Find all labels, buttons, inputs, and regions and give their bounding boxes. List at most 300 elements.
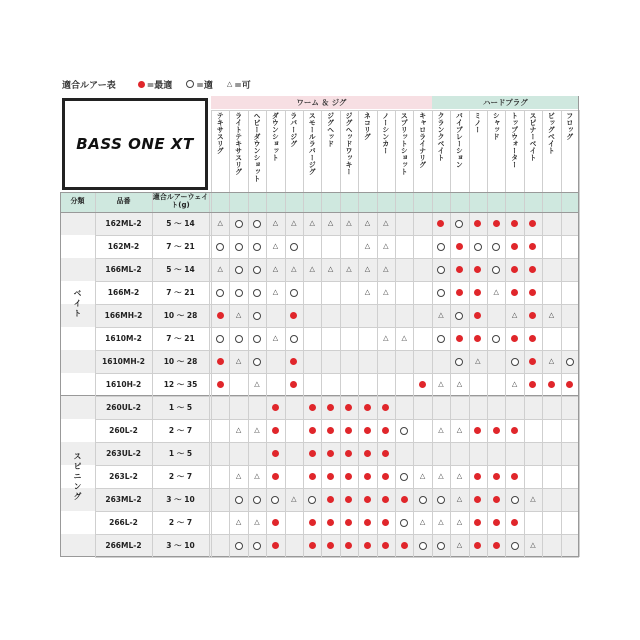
best-mark xyxy=(345,542,352,549)
suitable-mark xyxy=(400,473,408,481)
possible-triangle-icon xyxy=(229,465,247,488)
suitable-mark xyxy=(511,496,519,504)
suitable-ring-icon xyxy=(505,350,523,373)
possible-mark: △ xyxy=(383,265,389,273)
possible-mark: △ xyxy=(235,357,242,365)
best-mark xyxy=(456,266,463,273)
suitable-mark xyxy=(271,496,279,504)
possible-triangle-icon xyxy=(377,281,395,304)
suitable-ring-icon xyxy=(248,534,266,557)
suitable-mark xyxy=(235,542,243,550)
possible-triangle-icon xyxy=(248,465,266,488)
best-mark xyxy=(493,220,500,227)
suitable-ring-icon xyxy=(248,235,266,258)
suitable-mark xyxy=(216,335,224,343)
legend-suitable xyxy=(186,78,213,91)
best-mark xyxy=(327,404,334,411)
suitable-ring-icon xyxy=(413,488,431,511)
possible-triangle-icon xyxy=(248,419,266,442)
suitable-mark xyxy=(290,243,298,251)
best-mark xyxy=(327,427,334,434)
possible-triangle-icon xyxy=(229,511,247,534)
possible-mark: △ xyxy=(364,219,371,227)
model-number: 263UL-2 xyxy=(106,449,141,458)
best-dot-icon xyxy=(358,488,376,511)
possible-triangle-icon xyxy=(413,511,431,534)
suitable-mark xyxy=(253,220,261,228)
suitable-ring-icon xyxy=(186,80,194,88)
lure-name: スプリットショット xyxy=(400,112,409,175)
possible-triangle-icon: △ xyxy=(226,79,233,88)
best-dot-icon xyxy=(469,465,487,488)
best-dot-icon xyxy=(321,419,339,442)
grid-line xyxy=(469,110,470,557)
lure-compatibility-table xyxy=(60,96,579,560)
lure-weight-range: 3 ～ 10 xyxy=(166,495,195,504)
suitable-mark xyxy=(253,496,261,504)
lure-column-header xyxy=(450,110,468,190)
suitable-ring-icon xyxy=(432,258,450,281)
best-dot-icon xyxy=(138,81,145,88)
possible-mark: △ xyxy=(493,288,499,296)
possible-triangle-icon xyxy=(432,419,450,442)
suitable-ring-icon xyxy=(561,350,579,373)
lure-column-header xyxy=(505,110,523,190)
legend-possible xyxy=(227,78,251,91)
possible-triangle-icon xyxy=(248,511,266,534)
best-dot-icon xyxy=(505,419,523,442)
suitable-mark xyxy=(455,312,463,320)
lure-name: フロッグ xyxy=(565,112,574,140)
best-mark xyxy=(511,220,518,227)
best-dot-icon xyxy=(321,534,339,557)
grid-line xyxy=(340,110,341,557)
lure-name: ビッグベイト xyxy=(547,112,556,154)
best-dot-icon xyxy=(358,534,376,557)
suitable-mark xyxy=(308,496,316,504)
best-dot-icon xyxy=(303,442,321,465)
suitable-mark xyxy=(290,289,298,297)
best-mark xyxy=(529,358,536,365)
best-dot-icon xyxy=(321,442,339,465)
suitable-ring-icon xyxy=(432,488,450,511)
grid-line xyxy=(578,96,579,557)
suitable-ring-icon xyxy=(487,327,505,350)
best-dot-icon xyxy=(469,511,487,534)
best-dot-icon xyxy=(487,465,505,488)
best-mark xyxy=(529,381,536,388)
lure-column-header xyxy=(340,110,358,190)
grid-line xyxy=(432,110,433,557)
possible-mark: △ xyxy=(438,472,444,480)
suitable-ring-icon xyxy=(248,327,266,350)
lure-weight-range: 5 ～ 14 xyxy=(166,265,195,274)
suitable-mark xyxy=(216,289,224,297)
lure-name: ヘビーダウンショット xyxy=(252,112,261,182)
best-mark xyxy=(474,335,481,342)
lure-column-header xyxy=(377,110,395,190)
best-mark xyxy=(382,473,389,480)
best-dot-icon xyxy=(377,511,395,534)
suitable-ring-icon xyxy=(248,304,266,327)
model-number: 1610H-2 xyxy=(105,380,142,389)
lure-name: スピナーベイト xyxy=(528,112,537,161)
suitable-ring-icon xyxy=(266,488,284,511)
best-dot-icon xyxy=(358,419,376,442)
suitable-ring-icon xyxy=(450,212,468,235)
best-dot-icon xyxy=(505,281,523,304)
possible-mark: △ xyxy=(272,288,279,296)
possible-triangle-icon xyxy=(303,212,321,235)
lure-column-header xyxy=(542,110,560,190)
best-dot-icon xyxy=(450,281,468,304)
possible-triangle-icon xyxy=(450,465,468,488)
best-mark xyxy=(364,473,371,480)
best-mark xyxy=(401,542,408,549)
possible-triangle-icon xyxy=(413,465,431,488)
lure-column-header xyxy=(358,110,376,190)
lure-column-header xyxy=(321,110,339,190)
model-number: 266ML-2 xyxy=(105,541,142,550)
best-dot-icon xyxy=(524,212,542,235)
suitable-ring-icon xyxy=(229,488,247,511)
best-dot-icon xyxy=(340,396,358,419)
lure-weight-range: 10 ～ 28 xyxy=(163,311,198,320)
best-mark xyxy=(382,404,389,411)
possible-mark: △ xyxy=(254,426,260,434)
possible-triangle-icon xyxy=(505,373,523,396)
best-mark xyxy=(493,519,500,526)
grid-line xyxy=(266,110,267,557)
best-mark xyxy=(511,335,518,342)
lure-column-header xyxy=(413,110,431,190)
brand-logo-box xyxy=(62,98,208,190)
suitable-mark xyxy=(400,519,408,527)
model-number: 166M-2 xyxy=(107,288,140,297)
lure-name: ライトテキサスリグ xyxy=(234,112,243,175)
legend xyxy=(62,76,482,92)
best-dot-icon xyxy=(469,258,487,281)
suitable-mark xyxy=(437,243,445,251)
best-mark xyxy=(493,542,500,549)
best-dot-icon xyxy=(340,465,358,488)
best-mark xyxy=(511,289,518,296)
best-mark xyxy=(382,519,389,526)
possible-mark: △ xyxy=(438,311,444,319)
possible-mark: △ xyxy=(383,242,389,250)
suitable-ring-icon xyxy=(229,281,247,304)
possible-mark: △ xyxy=(309,265,315,273)
best-mark xyxy=(382,542,389,549)
lure-column-header xyxy=(303,110,321,190)
best-dot-icon xyxy=(505,511,523,534)
best-mark xyxy=(364,427,371,434)
lure-column-header xyxy=(285,110,303,190)
lure-weight-range: 1 ～ 5 xyxy=(168,403,193,412)
best-mark xyxy=(364,519,371,526)
suitable-ring-icon xyxy=(229,212,247,235)
grid-line xyxy=(524,110,525,557)
best-mark xyxy=(272,404,279,411)
lure-weight-range: 7 ～ 21 xyxy=(166,288,195,297)
suitable-ring-icon xyxy=(432,281,450,304)
best-dot-icon xyxy=(266,511,284,534)
grid-line xyxy=(395,110,396,557)
possible-mark: △ xyxy=(456,426,463,434)
best-dot-icon xyxy=(505,212,523,235)
suitable-mark xyxy=(235,266,243,274)
best-dot-icon xyxy=(303,511,321,534)
best-mark xyxy=(529,312,536,319)
best-mark xyxy=(364,542,371,549)
best-mark xyxy=(272,450,279,457)
legend-suitable-label: =適 xyxy=(196,80,213,91)
possible-triangle-icon xyxy=(266,327,284,350)
best-dot-icon xyxy=(340,419,358,442)
possible-triangle-icon xyxy=(358,258,376,281)
best-mark xyxy=(529,220,536,227)
best-mark xyxy=(529,289,536,296)
lure-name: ラバージグ xyxy=(289,112,298,147)
grid-line xyxy=(95,396,579,397)
suitable-mark xyxy=(511,542,519,550)
model-number: 260UL-2 xyxy=(106,403,141,412)
grid-line xyxy=(487,110,488,557)
grid-line xyxy=(248,110,249,557)
best-mark xyxy=(401,496,408,503)
best-dot-icon xyxy=(469,212,487,235)
possible-triangle-icon xyxy=(377,235,395,258)
lure-name: クランクベイト xyxy=(436,112,445,161)
best-mark xyxy=(493,427,500,434)
possible-mark: △ xyxy=(548,357,555,365)
suitable-ring-icon xyxy=(432,327,450,350)
grid-line xyxy=(60,192,61,557)
model-number: 166ML-2 xyxy=(105,265,142,274)
header-weight: 適合ルアーウェイト(g) xyxy=(152,193,209,209)
possible-mark: △ xyxy=(475,357,481,365)
lure-weight-range: 10 ～ 28 xyxy=(163,357,198,366)
grid-line xyxy=(152,192,153,557)
suitable-mark xyxy=(474,243,482,251)
best-dot-icon xyxy=(561,373,579,396)
best-dot-icon xyxy=(524,373,542,396)
possible-triangle-icon xyxy=(285,258,303,281)
best-dot-icon xyxy=(524,235,542,258)
lure-name: トップウォーター xyxy=(510,112,519,168)
possible-mark: △ xyxy=(309,219,315,227)
possible-triangle-icon xyxy=(450,488,468,511)
best-dot-icon xyxy=(469,281,487,304)
best-dot-icon xyxy=(285,350,303,373)
suitable-ring-icon xyxy=(248,212,266,235)
grid-line xyxy=(95,442,579,443)
best-dot-icon xyxy=(487,212,505,235)
possible-triangle-icon xyxy=(450,373,468,396)
lure-weight-range: 3 ～ 10 xyxy=(166,541,195,550)
grid-line xyxy=(95,488,579,489)
best-mark xyxy=(437,220,444,227)
best-dot-icon xyxy=(487,419,505,442)
best-dot-icon xyxy=(487,511,505,534)
best-mark xyxy=(456,243,463,250)
best-dot-icon xyxy=(303,534,321,557)
grid-line xyxy=(211,110,579,111)
possible-triangle-icon xyxy=(340,212,358,235)
best-dot-icon xyxy=(469,488,487,511)
best-mark xyxy=(474,542,481,549)
possible-mark: △ xyxy=(511,380,518,388)
lure-column-header xyxy=(248,110,266,190)
lure-column-header xyxy=(487,110,505,190)
suitable-ring-icon xyxy=(413,534,431,557)
best-dot-icon xyxy=(321,511,339,534)
lure-name: ジグヘッド xyxy=(326,112,335,147)
suitable-ring-icon xyxy=(432,534,450,557)
possible-triangle-icon xyxy=(266,258,284,281)
possible-triangle-icon xyxy=(469,350,487,373)
best-dot-icon xyxy=(321,488,339,511)
possible-mark: △ xyxy=(291,495,297,503)
best-mark xyxy=(290,358,297,365)
lure-name: テキサスリグ xyxy=(216,112,225,154)
possible-mark: △ xyxy=(383,334,389,342)
suitable-ring-icon xyxy=(395,511,413,534)
possible-mark: △ xyxy=(235,311,242,319)
suitable-ring-icon xyxy=(450,304,468,327)
possible-triangle-icon xyxy=(321,212,339,235)
grid-line xyxy=(561,110,562,557)
model-number: 260L-2 xyxy=(109,426,138,435)
best-dot-icon xyxy=(505,465,523,488)
best-mark xyxy=(364,404,371,411)
possible-mark: △ xyxy=(291,265,297,273)
possible-triangle-icon xyxy=(229,304,247,327)
possible-triangle-icon xyxy=(211,212,229,235)
suitable-mark xyxy=(511,358,519,366)
suitable-ring-icon xyxy=(248,350,266,373)
possible-triangle-icon xyxy=(432,465,450,488)
lure-name: スモールラバージグ xyxy=(308,112,317,175)
possible-mark: △ xyxy=(419,472,426,480)
possible-triangle-icon xyxy=(303,258,321,281)
suitable-ring-icon xyxy=(285,281,303,304)
possible-mark: △ xyxy=(272,265,279,273)
best-dot-icon xyxy=(303,396,321,419)
best-mark xyxy=(456,289,463,296)
best-dot-icon xyxy=(377,396,395,419)
best-mark xyxy=(382,496,389,503)
suitable-ring-icon xyxy=(229,235,247,258)
grid-line xyxy=(60,212,579,213)
possible-triangle-icon xyxy=(285,488,303,511)
best-mark xyxy=(511,243,518,250)
possible-mark: △ xyxy=(438,380,444,388)
suitable-mark xyxy=(419,542,427,550)
best-mark xyxy=(493,496,500,503)
suitable-mark xyxy=(566,358,574,366)
possible-triangle-icon xyxy=(542,350,560,373)
best-dot-icon xyxy=(395,534,413,557)
best-mark xyxy=(309,450,316,457)
possible-triangle-icon xyxy=(450,534,468,557)
best-mark xyxy=(474,312,481,319)
possible-triangle-icon xyxy=(432,511,450,534)
best-dot-icon xyxy=(469,534,487,557)
best-mark xyxy=(474,519,481,526)
header-category: 分類 xyxy=(70,197,85,206)
suitable-ring-icon xyxy=(248,488,266,511)
possible-mark: △ xyxy=(364,265,371,273)
possible-triangle-icon xyxy=(248,373,266,396)
legend-title: 適合ルアー表 xyxy=(62,80,116,91)
suitable-mark xyxy=(253,243,261,251)
best-mark xyxy=(529,266,536,273)
suitable-mark xyxy=(492,266,500,274)
suitable-ring-icon xyxy=(487,235,505,258)
suitable-mark xyxy=(216,243,224,251)
possible-mark: △ xyxy=(456,495,463,503)
possible-mark: △ xyxy=(383,219,389,227)
model-number: 263ML-2 xyxy=(105,495,142,504)
suitable-ring-icon xyxy=(211,235,229,258)
possible-triangle-icon xyxy=(377,258,395,281)
best-mark xyxy=(272,427,279,434)
possible-triangle-icon xyxy=(321,258,339,281)
possible-mark: △ xyxy=(272,219,279,227)
best-dot-icon xyxy=(524,350,542,373)
best-mark xyxy=(327,519,334,526)
best-dot-icon xyxy=(266,396,284,419)
best-mark xyxy=(511,427,518,434)
best-dot-icon xyxy=(303,419,321,442)
best-dot-icon xyxy=(321,465,339,488)
best-dot-icon xyxy=(469,304,487,327)
possible-triangle-icon xyxy=(340,258,358,281)
best-mark xyxy=(529,243,536,250)
best-mark xyxy=(456,335,463,342)
lure-name: ミノー xyxy=(473,112,482,133)
best-dot-icon xyxy=(450,235,468,258)
best-mark xyxy=(474,220,481,227)
best-dot-icon xyxy=(211,373,229,396)
best-mark xyxy=(290,312,297,319)
lure-column-header xyxy=(469,110,487,190)
possible-mark: △ xyxy=(456,380,463,388)
lure-weight-range: 7 ～ 21 xyxy=(166,334,195,343)
possible-mark: △ xyxy=(548,311,555,319)
lure-weight-range: 2 ～ 7 xyxy=(168,472,193,481)
grid-line xyxy=(321,110,322,557)
possible-mark: △ xyxy=(291,219,297,227)
possible-triangle-icon xyxy=(395,327,413,350)
best-mark xyxy=(327,542,334,549)
suitable-ring-icon xyxy=(505,534,523,557)
suitable-mark xyxy=(437,542,445,550)
best-mark xyxy=(511,473,518,480)
possible-mark: △ xyxy=(346,265,352,273)
suitable-mark xyxy=(419,496,427,504)
possible-mark: △ xyxy=(530,541,536,549)
possible-triangle-icon xyxy=(432,304,450,327)
grid-line xyxy=(413,110,414,557)
lure-weight-range: 1 ～ 5 xyxy=(168,449,193,458)
suitable-mark xyxy=(253,542,261,550)
best-dot-icon xyxy=(285,304,303,327)
possible-mark: △ xyxy=(346,219,352,227)
lure-column-header xyxy=(211,110,229,190)
model-number: 162ML-2 xyxy=(105,219,142,228)
